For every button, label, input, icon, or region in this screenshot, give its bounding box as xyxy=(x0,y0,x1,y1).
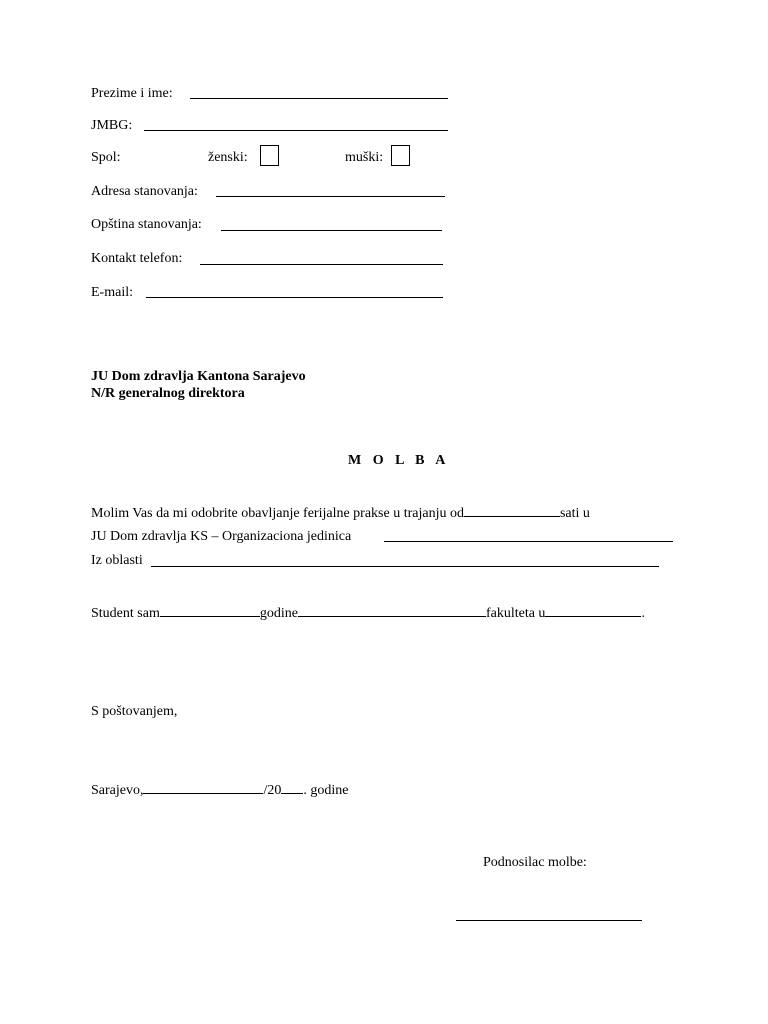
male-label: muški: xyxy=(345,150,384,165)
hours-field[interactable] xyxy=(464,503,560,517)
student-text-2: godine xyxy=(259,606,298,621)
document-title: M O L B A xyxy=(348,453,450,468)
request-line-1 xyxy=(91,503,590,522)
year-prefix: /20 xyxy=(263,783,282,798)
year-of-study-field[interactable] xyxy=(160,603,260,617)
unit-field[interactable] xyxy=(384,541,673,542)
phone-label: Kontakt telefon: xyxy=(91,251,183,266)
request-text-end: sati u xyxy=(559,506,590,521)
student-text-end: . xyxy=(641,606,645,621)
unit-label: JU Dom zdravlja KS – Organizaciona jedinica xyxy=(91,529,352,544)
name-field[interactable] xyxy=(190,98,448,99)
female-checkbox[interactable] xyxy=(260,145,279,166)
date-line xyxy=(91,780,348,799)
name-label: Prezime i ime: xyxy=(91,86,173,101)
field-of-study-field[interactable] xyxy=(151,566,659,567)
email-field[interactable] xyxy=(146,297,443,298)
municipality-label: Opština stanovanja: xyxy=(91,217,202,232)
date-field[interactable] xyxy=(143,780,263,794)
signature-field[interactable] xyxy=(456,920,642,921)
year-suffix: . godine xyxy=(303,783,349,798)
municipality-field[interactable] xyxy=(221,230,442,231)
student-line xyxy=(91,603,645,622)
male-checkbox[interactable] xyxy=(391,145,410,166)
place-label: Sarajevo, xyxy=(91,783,144,798)
female-label: ženski: xyxy=(208,150,248,165)
student-text-3: fakulteta u xyxy=(485,606,546,621)
address-field[interactable] xyxy=(216,196,445,197)
greeting: S poštovanjem, xyxy=(91,704,178,719)
request-text-start: Molim Vas da mi odobrite obavljanje ferijalne prakse u trajanju od xyxy=(91,506,464,521)
jmbg-field[interactable] xyxy=(144,130,448,131)
address-label: Adresa stanovanja: xyxy=(91,184,198,199)
gender-label: Spol: xyxy=(91,150,121,165)
year-field[interactable] xyxy=(281,780,303,794)
jmbg-label: JMBG: xyxy=(91,118,133,133)
field-label: Iz oblasti xyxy=(91,553,143,568)
email-label: E-mail: xyxy=(91,285,133,300)
faculty-field[interactable] xyxy=(298,603,486,617)
signature-label: Podnosilac molbe: xyxy=(483,855,587,870)
student-text-1: Student sam xyxy=(91,606,160,621)
phone-field[interactable] xyxy=(200,264,443,265)
recipient-line-1: JU Dom zdravlja Kantona Sarajevo xyxy=(91,369,306,384)
recipient-line-2: N/R generalnog direktora xyxy=(91,386,245,401)
faculty-city-field[interactable] xyxy=(545,603,641,617)
